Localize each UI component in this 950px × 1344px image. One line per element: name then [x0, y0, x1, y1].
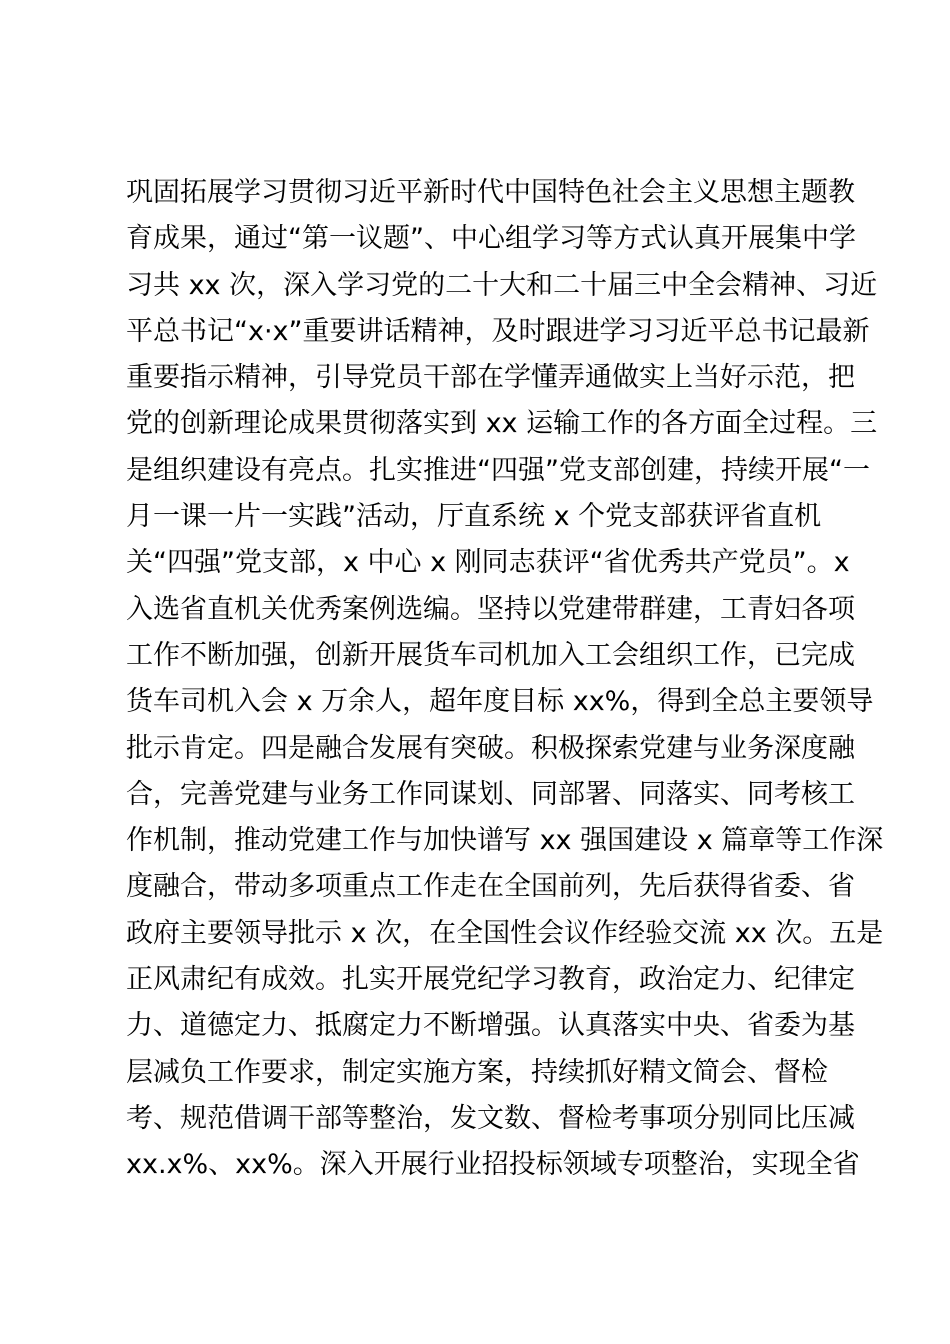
text-line: 正风肃纪有成效。扎实开展党纪学习教育，政治定力、纪律定	[126, 964, 855, 996]
text-line: 巩固拓展学习贯彻习近平新时代中国特色社会主义思想主题教	[126, 177, 855, 208]
text-line: 层减负工作要求，制定实施方案，持续抓好精文简会、督检	[126, 1056, 828, 1088]
text-line: 工作不断加强，创新开展货车司机加入工会组织工作，已完成	[126, 639, 855, 671]
text-line: 批示肯定。四是融合发展有突破。积极探索党建与业务深度融	[126, 732, 855, 764]
text-line: 月一课一片一实践”活动，厅直系统 x 个党支部获评省直机	[126, 501, 822, 533]
text-line: 政府主要领导批示 x 次，在全国性会议作经验交流 xx 次。五是	[126, 917, 884, 949]
text-line: 关“四强”党支部，x 中心 x 刚同志获评“省优秀共产党员”。x	[126, 547, 850, 579]
text-line: 合，完善党建与业务工作同谋划、同部署、同落实、同考核工	[126, 778, 855, 810]
body-paragraph	[126, 170, 884, 1189]
text-line: 考、规范借调干部等整治，发文数、督检考事项分别同比压减	[126, 1102, 855, 1134]
text-line: 作机制，推动党建工作与加快谱写 xx 强国建设 x 篇章等工作深	[126, 825, 884, 857]
text-line: 货车司机入会 x 万余人，超年度目标 xx%，得到全总主要领导	[126, 686, 874, 718]
text-line: 育成果，通过“第一议题”、中心组学习等方式认真开展集中学	[126, 223, 856, 255]
text-line: 习共 xx 次，深入学习党的二十大和二十届三中全会精神、习近	[126, 269, 878, 301]
text-line: 是组织建设有亮点。扎实推进“四强”党支部创建，持续开展“一	[126, 454, 870, 486]
text-line: 力、道德定力、抵腐定力不断增强。认真落实中央、省委为基	[126, 1010, 855, 1042]
text-line: 党的创新理论成果贯彻落实到 xx 运输工作的各方面全过程。三	[126, 408, 878, 440]
text-line: 重要指示精神，引导党员干部在学懂弄通做实上当好示范，把	[126, 362, 855, 394]
text-line: 度融合，带动多项重点工作走在全国前列，先后获得省委、省	[126, 871, 855, 903]
text-line: xx.x%、xx%。深入开展行业招投标领域专项整治，实现全省	[126, 1149, 860, 1181]
text-line: 平总书记“x·x”重要讲话精神，及时跟进学习习近平总书记最新	[126, 315, 870, 347]
text-line: 入选省直机关优秀案例选编。坚持以党建带群建，工青妇各项	[126, 593, 855, 625]
